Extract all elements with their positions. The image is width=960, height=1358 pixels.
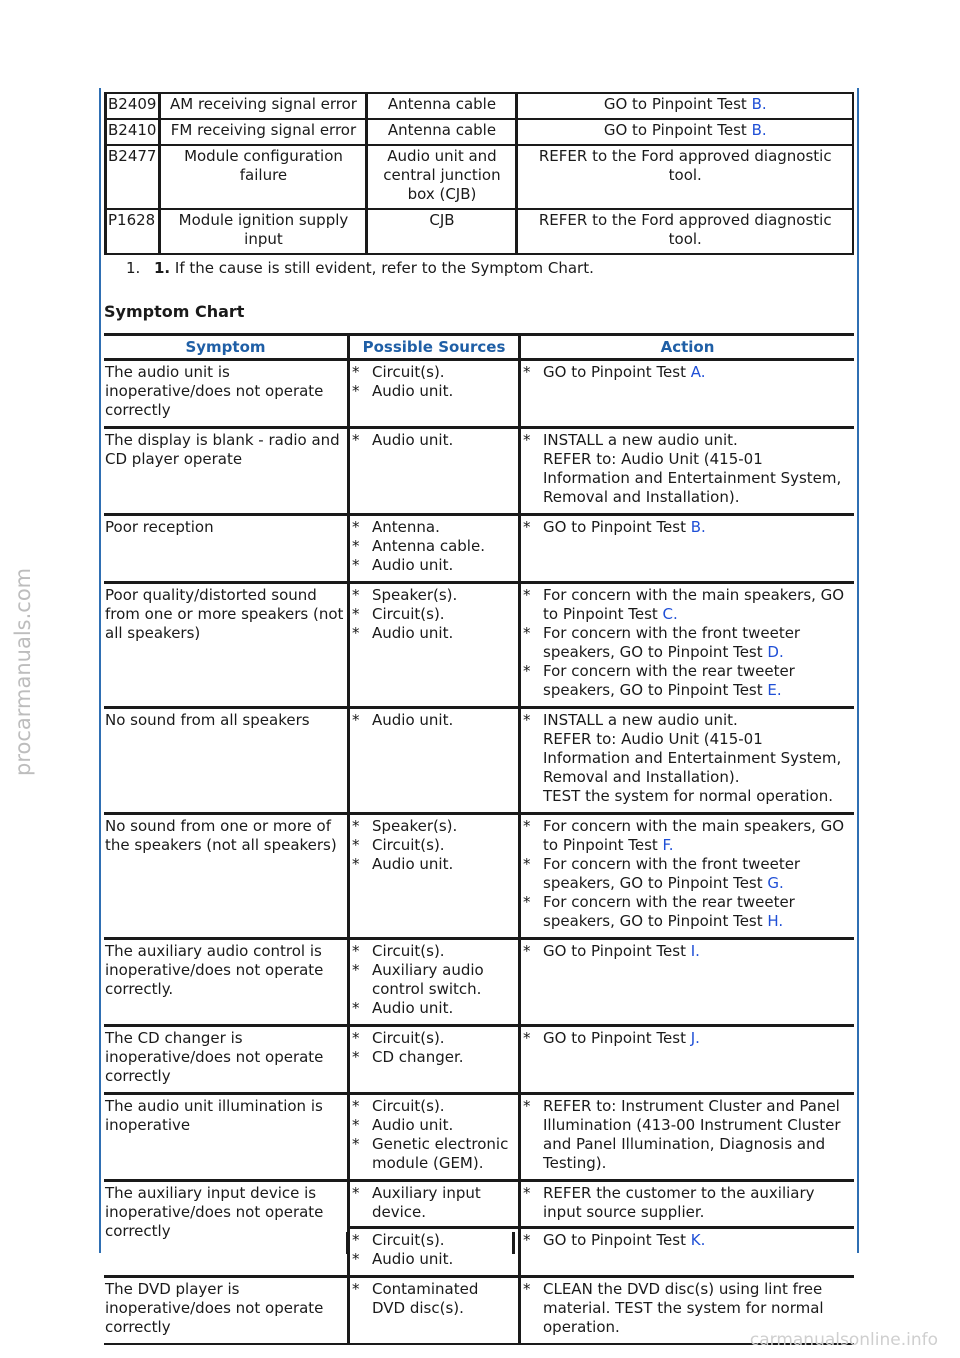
action-cell [520, 1094, 855, 1181]
action-body: REFER the customer to the auxiliary input source supplier. [543, 1184, 815, 1221]
header-symptom: Symptom [104, 335, 349, 360]
source-text: Antenna. [372, 518, 440, 536]
source-item [352, 518, 516, 537]
action-text [543, 662, 852, 700]
bullet-mark: * [352, 1184, 360, 1202]
source-item [352, 1097, 516, 1116]
source-text: Audio unit. [372, 382, 454, 400]
source-item [352, 556, 516, 575]
possible-sources-cell [349, 1026, 520, 1094]
source-item [352, 1250, 516, 1269]
source-item [352, 624, 516, 643]
source-item [352, 537, 516, 556]
source-item [352, 942, 516, 961]
source-item [352, 363, 516, 382]
action-body: CLEAN the DVD disc(s) using lint free material. TEST the system for normal operation. [543, 1280, 824, 1336]
pinpoint-test-link[interactable]: E. [767, 681, 782, 699]
symptom-row [104, 1094, 854, 1181]
source-text: Circuit(s). [372, 836, 445, 854]
action-body: GO to Pinpoint Test [543, 363, 691, 381]
dtc-row [106, 93, 854, 119]
action-text [543, 518, 852, 537]
action-body: REFER to: Instrument Cluster and Panel Illumination (413-00 Instrument Cluster and Panel Illumination, Diagnosis and Testing). [543, 1097, 841, 1172]
action-text [543, 855, 852, 893]
source-text: Circuit(s). [372, 363, 445, 381]
action-body: For concern with the front tweeter speakers, GO to Pinpoint Test [543, 855, 801, 892]
pinpoint-test-link[interactable]: D. [767, 643, 784, 661]
note-text: If the cause is still evident, refer to the Symptom Chart. [170, 259, 594, 277]
symptom-row [104, 1277, 854, 1345]
possible-sources-cell [349, 1181, 520, 1277]
source-text: Audio unit. [372, 1250, 454, 1268]
action-text [543, 624, 852, 662]
pinpoint-test-link[interactable]: H. [767, 912, 784, 930]
symptom-text: The audio unit is inoperative/does not operate correctly [104, 360, 349, 428]
source-text: Audio unit. [372, 556, 454, 574]
possible-sources-cell [349, 515, 520, 583]
source-item [352, 1116, 516, 1135]
dtc-action [517, 145, 853, 209]
dtc-action [517, 93, 853, 119]
source-item [352, 1280, 516, 1318]
bullet-mark: * [352, 836, 360, 854]
action-cell [520, 1026, 855, 1094]
sources-group [350, 1226, 518, 1269]
action-item [523, 1280, 852, 1337]
symptom-text: The auxiliary audio control is inoperative/does not operate correctly. [104, 939, 349, 1026]
source-text: Auxiliary audio control switch. [372, 961, 484, 998]
symptom-text: The auxiliary input device is inoperative/does not operate correctly [104, 1181, 349, 1277]
pinpoint-test-link[interactable]: K. [690, 1231, 706, 1249]
bullet-mark: * [523, 711, 531, 729]
action-text [543, 1097, 852, 1173]
dtc-action-text: GO to Pinpoint Test [603, 95, 752, 113]
source-item [352, 855, 516, 874]
symptom-text: No sound from all speakers [104, 708, 349, 814]
source-item [352, 1029, 516, 1048]
symptom-text: The audio unit illumination is inoperative [104, 1094, 349, 1181]
dtc-source: Antenna cable [367, 119, 517, 145]
bullet-mark: * [523, 624, 531, 642]
action-item [523, 1231, 852, 1250]
action-text [543, 1184, 852, 1222]
source-text: Circuit(s). [372, 1231, 445, 1249]
action-item [523, 893, 852, 931]
action-item [523, 942, 852, 961]
svg-text:procarmanuals.com: procarmanuals.com [11, 567, 35, 776]
dtc-description: AM receiving signal error [160, 93, 367, 119]
bullet-mark: * [352, 1048, 360, 1066]
actions-group [523, 1184, 852, 1222]
pinpoint-test-link[interactable]: B. [751, 121, 767, 139]
bullet-mark: * [523, 662, 531, 680]
symptom-row [104, 708, 854, 814]
action-item [523, 518, 852, 537]
bullet-mark: * [352, 556, 360, 574]
bullet-mark: * [523, 431, 531, 449]
source-item [352, 1184, 516, 1222]
dtc-table [104, 92, 854, 255]
source-text: Audio unit. [372, 999, 454, 1017]
bullet-mark: * [523, 817, 531, 835]
possible-sources-cell [349, 939, 520, 1026]
dtc-row [106, 209, 854, 254]
symptom-row [104, 515, 854, 583]
bullet-mark: * [523, 1184, 531, 1202]
bullet-mark: * [352, 1116, 360, 1134]
dtc-source: CJB [367, 209, 517, 254]
possible-sources-cell [349, 1094, 520, 1181]
action-body: For concern with the rear tweeter speakers, GO to Pinpoint Test [543, 662, 795, 699]
note-bold-number: 1. [154, 259, 171, 277]
action-item [523, 711, 852, 806]
action-cell [520, 360, 855, 428]
source-item [352, 961, 516, 999]
symptom-chart-note [126, 259, 594, 277]
pinpoint-test-link[interactable]: C. [662, 605, 678, 623]
source-text: Genetic electronic module (GEM). [372, 1135, 509, 1172]
pinpoint-test-link[interactable]: A. [690, 363, 706, 381]
source-item [352, 711, 516, 730]
source-item [352, 605, 516, 624]
action-body: GO to Pinpoint Test [543, 1029, 691, 1047]
sources-group [352, 1184, 516, 1222]
dtc-description: Module configuration failure [160, 145, 367, 209]
bullet-mark: * [523, 586, 531, 604]
bullet-mark: * [352, 855, 360, 873]
source-item [352, 817, 516, 836]
action-body: INSTALL a new audio unit. [543, 711, 738, 729]
pinpoint-test-link[interactable]: B. [751, 95, 767, 113]
action-text [543, 817, 852, 855]
pinpoint-test-link[interactable]: J. [690, 1029, 700, 1047]
symptom-text: The display is blank - radio and CD player operate [104, 428, 349, 515]
symptom-chart-title: Symptom Chart [104, 302, 245, 321]
source-item [352, 999, 516, 1018]
action-text [543, 363, 852, 382]
bullet-mark: * [352, 363, 360, 381]
bullet-mark: * [523, 1029, 531, 1047]
action-item [523, 1029, 852, 1048]
right-margin-rule [857, 88, 859, 1253]
bullet-mark: * [352, 431, 360, 449]
note-number: 1. [126, 259, 141, 277]
action-cell [520, 939, 855, 1026]
source-text: Audio unit. [372, 624, 454, 642]
symptom-text: The CD changer is inoperative/does not operate correctly [104, 1026, 349, 1094]
dtc-description: FM receiving signal error [160, 119, 367, 145]
action-body: For concern with the front tweeter speakers, GO to Pinpoint Test [543, 624, 801, 661]
action-cell [520, 428, 855, 515]
bullet-mark: * [352, 624, 360, 642]
action-item [523, 817, 852, 855]
symptom-text: No sound from one or more of the speakers (not all speakers) [104, 814, 349, 939]
dtc-action [517, 119, 853, 145]
source-text: Audio unit. [372, 431, 454, 449]
action-refer: REFER to: Audio Unit (415-01 Information and Entertainment System, Removal and Installation). [543, 450, 842, 506]
bottom-watermark: carmanualsonline.info [749, 1330, 938, 1350]
left-margin-rule [99, 88, 101, 1253]
table-continuation-stub [512, 1232, 515, 1254]
action-item [523, 1184, 852, 1222]
bullet-mark: * [352, 382, 360, 400]
table-continuation-stub [346, 1232, 349, 1254]
pinpoint-test-link[interactable]: B. [690, 518, 706, 536]
source-item [352, 431, 516, 450]
bullet-mark: * [352, 961, 360, 979]
dtc-row [106, 119, 854, 145]
bullet-mark: * [523, 363, 531, 381]
dtc-description: Module ignition supply input [160, 209, 367, 254]
symptom-text: Poor reception [104, 515, 349, 583]
source-text: Circuit(s). [372, 605, 445, 623]
symptom-row [104, 583, 854, 708]
action-cell [520, 708, 855, 814]
symptom-text: The DVD player is inoperative/does not operate correctly [104, 1277, 349, 1345]
action-item [523, 855, 852, 893]
dtc-code: B2409 [106, 93, 160, 119]
side-watermark [2, 540, 42, 780]
symptom-row [104, 360, 854, 428]
symptom-chart-table [104, 333, 854, 1345]
bullet-mark: * [523, 518, 531, 536]
header-action: Action [520, 335, 855, 360]
dtc-code: B2410 [106, 119, 160, 145]
pinpoint-test-link[interactable]: G. [767, 874, 784, 892]
source-text: CD changer. [372, 1048, 464, 1066]
source-text: Audio unit. [372, 711, 454, 729]
action-body: GO to Pinpoint Test [543, 518, 691, 536]
bullet-mark: * [352, 537, 360, 555]
action-body: INSTALL a new audio unit. [543, 431, 738, 449]
dtc-action [517, 209, 853, 254]
bullet-mark: * [352, 817, 360, 835]
possible-sources-cell [349, 708, 520, 814]
bullet-mark: * [352, 1029, 360, 1047]
dtc-action-text: REFER to the Ford approved diagnostic tool. [538, 147, 832, 184]
bullet-mark: * [352, 1250, 360, 1268]
action-body: For concern with the main speakers, GO to Pinpoint Test [543, 817, 845, 854]
action-body: For concern with the rear tweeter speakers, GO to Pinpoint Test [543, 893, 795, 930]
source-text: Speaker(s). [372, 586, 458, 604]
bullet-mark: * [352, 1097, 360, 1115]
action-body: GO to Pinpoint Test [543, 1231, 691, 1249]
source-text: Antenna cable. [372, 537, 485, 555]
action-item [523, 586, 852, 624]
action-body: GO to Pinpoint Test [543, 942, 691, 960]
symptom-row [104, 1026, 854, 1094]
symptom-row [104, 428, 854, 515]
action-refer: REFER to: Audio Unit (415-01 Information and Entertainment System, Removal and Installation). [543, 730, 842, 786]
action-text [543, 1231, 852, 1250]
possible-sources-cell [349, 583, 520, 708]
bullet-mark: * [352, 1135, 360, 1153]
action-text [543, 431, 852, 507]
source-text: Circuit(s). [372, 1029, 445, 1047]
pinpoint-test-link[interactable]: I. [690, 942, 700, 960]
action-test: TEST the system for normal operation. [543, 787, 833, 805]
dtc-code: B2477 [106, 145, 160, 209]
possible-sources-cell [349, 360, 520, 428]
bullet-mark: * [352, 1231, 360, 1249]
bullet-mark: * [523, 1231, 531, 1249]
possible-sources-cell [349, 428, 520, 515]
source-text: Circuit(s). [372, 1097, 445, 1115]
dtc-action-text: GO to Pinpoint Test [603, 121, 752, 139]
action-item [523, 662, 852, 700]
bullet-mark: * [523, 855, 531, 873]
action-item [523, 624, 852, 662]
dtc-source: Audio unit and central junction box (CJB) [367, 145, 517, 209]
action-item [523, 1097, 852, 1173]
bullet-mark: * [352, 1280, 360, 1298]
source-text: Speaker(s). [372, 817, 458, 835]
symptom-row [104, 814, 854, 939]
source-text: Contaminated DVD disc(s). [372, 1280, 479, 1317]
action-cell [520, 1181, 855, 1277]
bullet-mark: * [523, 1097, 531, 1115]
bullet-mark: * [352, 999, 360, 1017]
bullet-mark: * [523, 942, 531, 960]
bullet-mark: * [352, 942, 360, 960]
source-text: Auxiliary input device. [372, 1184, 481, 1221]
symptom-row [104, 939, 854, 1026]
pinpoint-test-link[interactable]: F. [662, 836, 674, 854]
action-cell [520, 814, 855, 939]
bullet-mark: * [352, 518, 360, 536]
bullet-mark: * [352, 586, 360, 604]
bullet-mark: * [352, 711, 360, 729]
bullet-mark: * [352, 605, 360, 623]
action-text [543, 1280, 852, 1337]
source-item [352, 1048, 516, 1067]
source-item [352, 1135, 516, 1173]
possible-sources-cell [349, 1277, 520, 1345]
bullet-mark: * [523, 1280, 531, 1298]
action-text [543, 711, 852, 806]
header-possible-sources: Possible Sources [349, 335, 520, 360]
symptom-row [104, 1181, 854, 1277]
dtc-action-text: REFER to the Ford approved diagnostic tool. [538, 211, 832, 248]
action-body: For concern with the main speakers, GO to Pinpoint Test [543, 586, 845, 623]
action-text [543, 893, 852, 931]
source-text: Circuit(s). [372, 942, 445, 960]
bullet-mark: * [523, 893, 531, 911]
dtc-row [106, 145, 854, 209]
actions-group [521, 1226, 854, 1250]
source-text: Audio unit. [372, 1116, 454, 1134]
action-item [523, 431, 852, 507]
action-text [543, 1029, 852, 1048]
source-item [352, 836, 516, 855]
source-item [352, 382, 516, 401]
source-text: Audio unit. [372, 855, 454, 873]
dtc-source: Antenna cable [367, 93, 517, 119]
symptom-text: Poor quality/distorted sound from one or more speakers (not all speakers) [104, 583, 349, 708]
source-item [352, 1231, 516, 1250]
source-item [352, 586, 516, 605]
action-text [543, 942, 852, 961]
action-cell [520, 515, 855, 583]
action-text [543, 586, 852, 624]
dtc-code: P1628 [106, 209, 160, 254]
action-cell [520, 583, 855, 708]
possible-sources-cell [349, 814, 520, 939]
action-item [523, 363, 852, 382]
